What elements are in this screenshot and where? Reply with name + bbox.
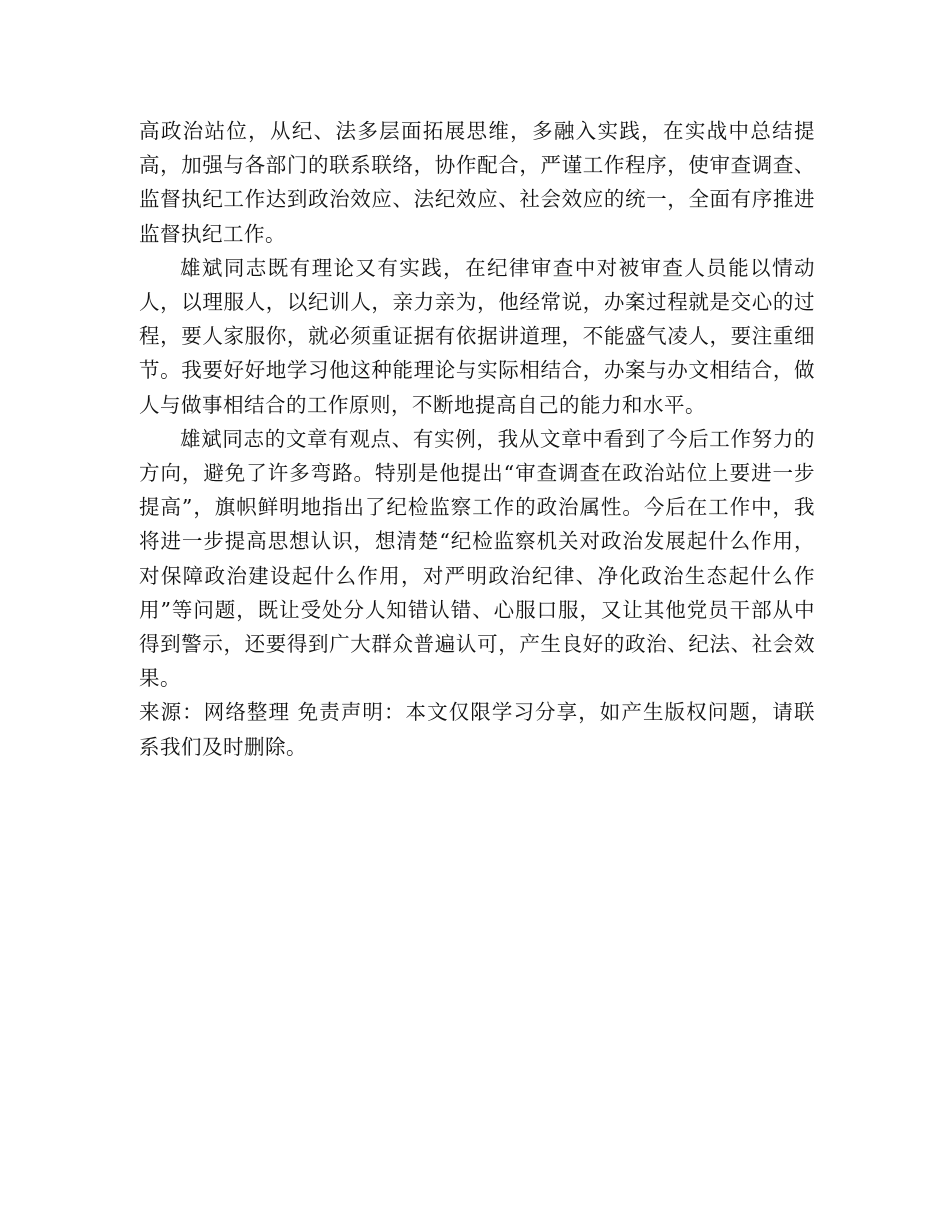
document-body (139, 114, 815, 764)
source-disclaimer: 来源：网络整理 免责声明：本文仅限学习分享，如产生版权问题，请联系我们及时删除。 (139, 700, 815, 759)
paragraph-continuation: 高政治站位，从纪、法多层面拓展思维，多融入实践，在实战中总结提高，加强与各部门的联系联络，协作配合，严谨工作程序，使审查调查、监督执纪工作达到政治效应、法纪效应、社会效应的统一，全面有序推进监督执纪工作。 (139, 119, 815, 246)
paragraph-article-insights: 雄斌同志的文章有观点、有实例，我从文章中看到了今后工作努力的方向，避免了许多弯路。特别是他提出“审查调查在政治站位上要进一步提高”，旗帜鲜明地指出了纪检监察工作的政治属性。今后在工作中，我将进一步提高思想认识，想清楚“纪检监察机关对政治发展起什么作用，对保障政治建设起什么作用，对严明政治纪律、净化政治生态起什么作用”等问题，既让受处分人知错认错、心服口服，又让其他党员干部从中得到警示，还要得到广大群众普遍认可，产生良好的政治、纪法、社会效果。 (139, 426, 815, 691)
paragraph-theory-practice: 雄斌同志既有理论又有实践，在纪律审查中对被审查人员能以情动人，以理服人，以纪训人，亲力亲为，他经常说，办案过程就是交心的过程，要人家服你，就必须重证据有依据讲道理，不能盛气凌人，要注重细节。我要好好地学习他这种能理论与实际相结合，办案与办文相结合，做人与做事相结合的工作原则，不断地提高自己的能力和水平。 (139, 255, 815, 417)
